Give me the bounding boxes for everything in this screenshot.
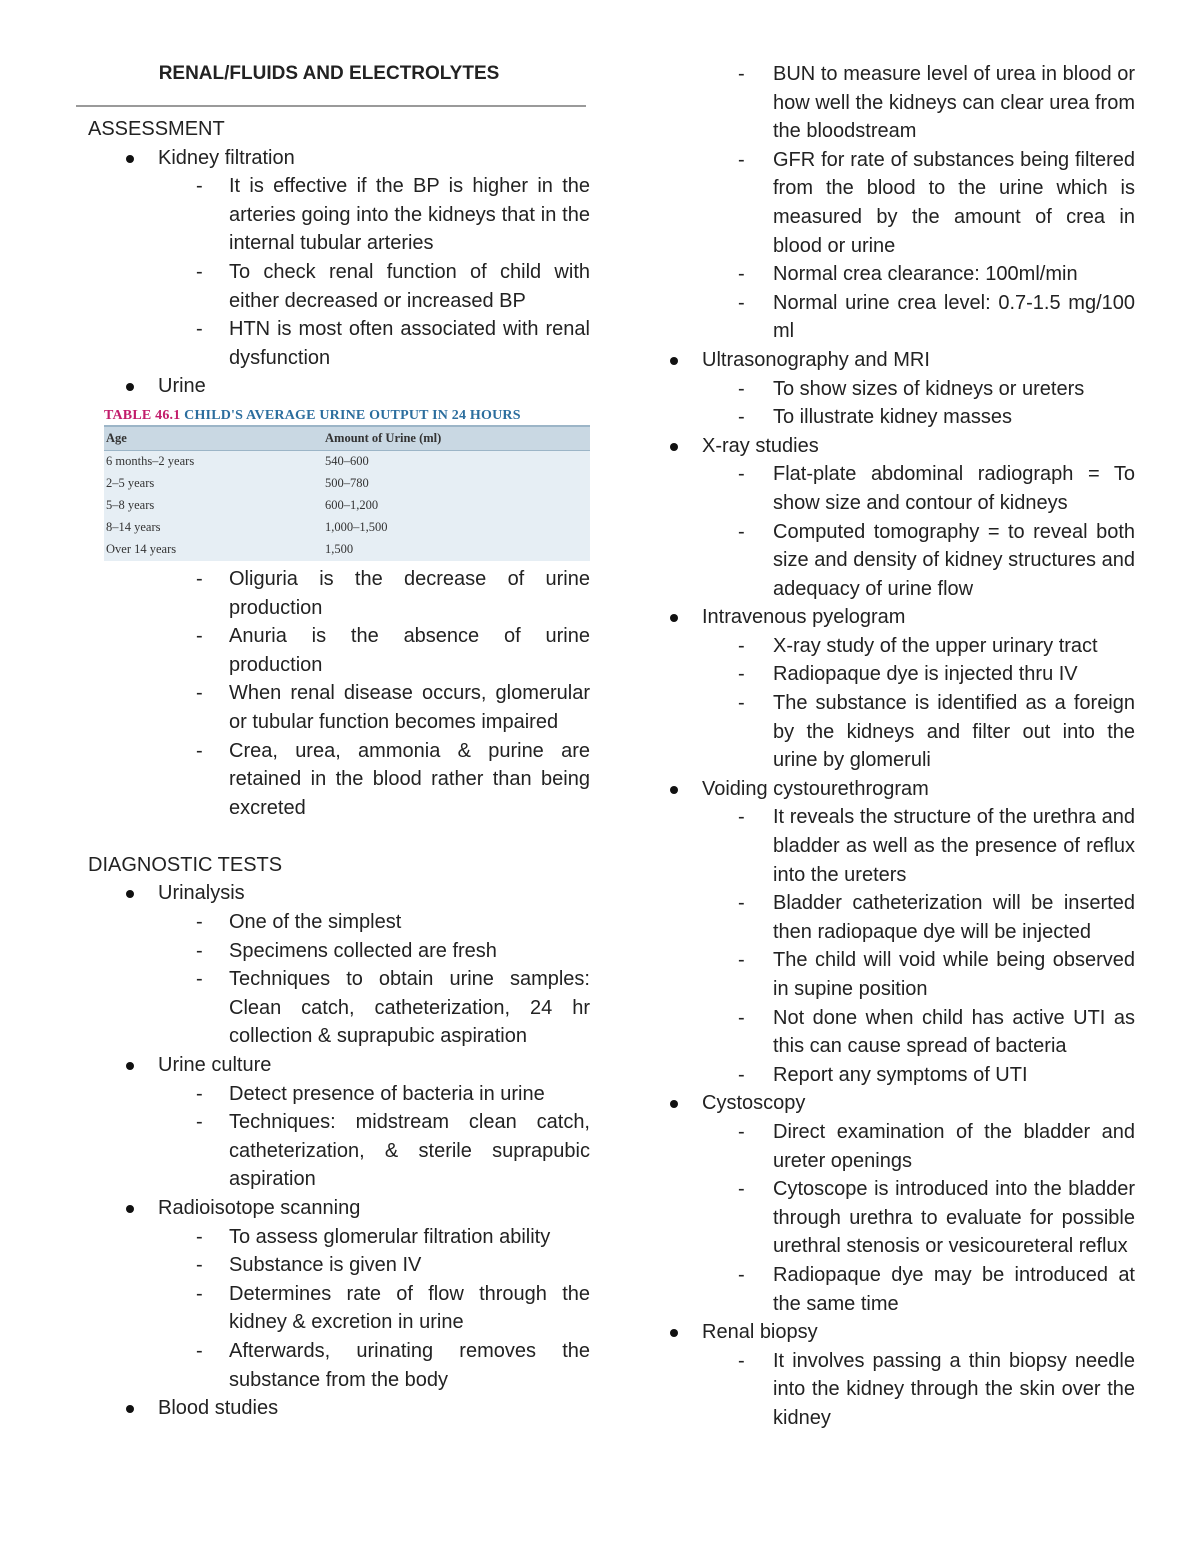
list-item: - Radiopaque dye is injected thru IV — [668, 660, 1135, 689]
list-item: - Normal urine crea level: 0.7-1.5 mg/100 ml — [668, 289, 1135, 346]
title-divider — [76, 105, 586, 107]
table-header-amount: Amount of Urine (ml) — [323, 426, 590, 451]
bullet-voiding-cystourethrogram: Voiding cystourethrogram — [668, 775, 1135, 804]
table-row — [104, 517, 590, 539]
bullet-urine: Urine — [88, 372, 590, 401]
list-item: - It is effective if the BP is higher in the arteries going into the kidneys that in the internal tubular arteries — [88, 172, 590, 258]
list-item: - One of the simplest — [88, 908, 590, 937]
bullet-radioisotope-scanning: Radioisotope scanning — [88, 1194, 590, 1223]
table-cell: Over 14 years — [106, 542, 177, 557]
bullet-xray-studies: X-ray studies — [668, 432, 1135, 461]
bullet-cystoscopy: Cystoscopy — [668, 1089, 1135, 1118]
list-item: - Oliguria is the decrease of urine production — [88, 565, 590, 622]
list-item: - To illustrate kidney masses — [668, 403, 1135, 432]
list-item: - Crea, urea, ammonia & purine are retained in the blood rather than being excreted — [88, 737, 590, 823]
table-row — [104, 473, 590, 495]
table-caption — [104, 407, 590, 425]
table-row — [104, 539, 590, 561]
list-item: - The substance is identified as a foreign by the kidneys and filter out into the urine by glomeruli — [668, 689, 1135, 775]
table-cell: 540–600 — [325, 454, 369, 469]
list-item: - Specimens collected are fresh — [88, 937, 590, 966]
list-item: - The child will void while being observed in supine position — [668, 946, 1135, 1003]
table-caption-text: CHILD'S AVERAGE URINE OUTPUT IN 24 HOURS — [184, 407, 521, 423]
bullet-urine-culture: Urine culture — [88, 1051, 590, 1080]
table-header-row — [104, 426, 590, 451]
table-row — [104, 450, 590, 473]
left-column — [88, 60, 590, 1423]
list-item: - When renal disease occurs, glomerular or tubular function becomes impaired — [88, 679, 590, 736]
table-cell: 5–8 years — [106, 498, 155, 513]
list-item: - Flat-plate abdominal radiograph = To show size and contour of kidneys — [668, 460, 1135, 517]
table-cell: 6 months–2 years — [106, 454, 195, 469]
bullet-ultrasonography-mri: Ultrasonography and MRI — [668, 346, 1135, 375]
table-row — [104, 495, 590, 517]
list-item: - It involves passing a thin biopsy needle into the kidney through the skin over the kidney — [668, 1347, 1135, 1433]
list-item: - HTN is most often associated with renal dysfunction — [88, 315, 590, 372]
list-item: - To check renal function of child with either decreased or increased BP — [88, 258, 590, 315]
table-cell: 600–1,200 — [325, 498, 379, 513]
list-item: - Bladder catheterization will be inserted then radiopaque dye will be injected — [668, 889, 1135, 946]
list-item: - Determines rate of flow through the kidney & excretion in urine — [88, 1280, 590, 1337]
table-cell: 8–14 years — [106, 520, 161, 535]
list-item: - BUN to measure level of urea in blood or how well the kidneys can clear urea from the bloodstream — [668, 60, 1135, 146]
list-item: - Radiopaque dye may be introduced at the same time — [668, 1261, 1135, 1318]
spacer — [88, 822, 590, 851]
list-item: - Afterwards, urinating removes the substance from the body — [88, 1337, 590, 1394]
list-item: - To show sizes of kidneys or ureters — [668, 375, 1135, 404]
list-item: - Normal crea clearance: 100ml/min — [668, 260, 1135, 289]
list-item: - Techniques to obtain urine samples: Clean catch, catheterization, 24 hr collection & suprapubic aspiration — [88, 965, 590, 1051]
table-cell: 1,500 — [325, 542, 354, 557]
table-cell: 2–5 years — [106, 476, 155, 491]
list-item: - Cytoscope is introduced into the bladder through urethra to evaluate for possible urethral stenosis or vesicoureteral reflux — [668, 1175, 1135, 1261]
urine-output-table — [104, 425, 590, 561]
bullet-intravenous-pyelogram: Intravenous pyelogram — [668, 603, 1135, 632]
list-item: - It reveals the structure of the urethra and bladder as well as the presence of reflux into the ureters — [668, 803, 1135, 889]
table-cell: 500–780 — [325, 476, 369, 491]
bullet-kidney-filtration: Kidney filtration — [88, 144, 590, 173]
bullet-blood-studies: Blood studies — [88, 1394, 590, 1423]
list-item: - X-ray study of the upper urinary tract — [668, 632, 1135, 661]
list-item: - To assess glomerular filtration ability — [88, 1223, 590, 1252]
section-heading-assessment: ASSESSMENT — [88, 118, 225, 140]
bullet-urinalysis: Urinalysis — [88, 879, 590, 908]
list-item: - Computed tomography = to reveal both size and density of kidney structures and adequacy of urine flow — [668, 518, 1135, 604]
table-cell: 1,000–1,500 — [325, 520, 388, 535]
list-item: - Anuria is the absence of urine production — [88, 622, 590, 679]
list-item: - GFR for rate of substances being filtered from the blood to the urine which is measured by the amount of crea in blood or urine — [668, 146, 1135, 260]
urine-output-table-figure — [104, 407, 590, 561]
list-item: - Not done when child has active UTI as this can cause spread of bacteria — [668, 1004, 1135, 1061]
list-item: - Direct examination of the bladder and ureter openings — [668, 1118, 1135, 1175]
right-column — [668, 60, 1135, 1433]
list-item: - Substance is given IV — [88, 1251, 590, 1280]
table-header-age: Age — [104, 426, 323, 451]
list-item: - Detect presence of bacteria in urine — [88, 1080, 590, 1109]
page-title: RENAL/FLUIDS AND ELECTROLYTES — [158, 63, 500, 84]
table-caption-number: TABLE 46.1 — [104, 407, 181, 423]
list-item: - Techniques: midstream clean catch, catheterization, & sterile suprapubic aspiration — [88, 1108, 590, 1194]
section-heading-diagnostic-tests: DIAGNOSTIC TESTS — [88, 853, 283, 876]
list-item: - Report any symptoms of UTI — [668, 1061, 1135, 1090]
bullet-renal-biopsy: Renal biopsy — [668, 1318, 1135, 1347]
